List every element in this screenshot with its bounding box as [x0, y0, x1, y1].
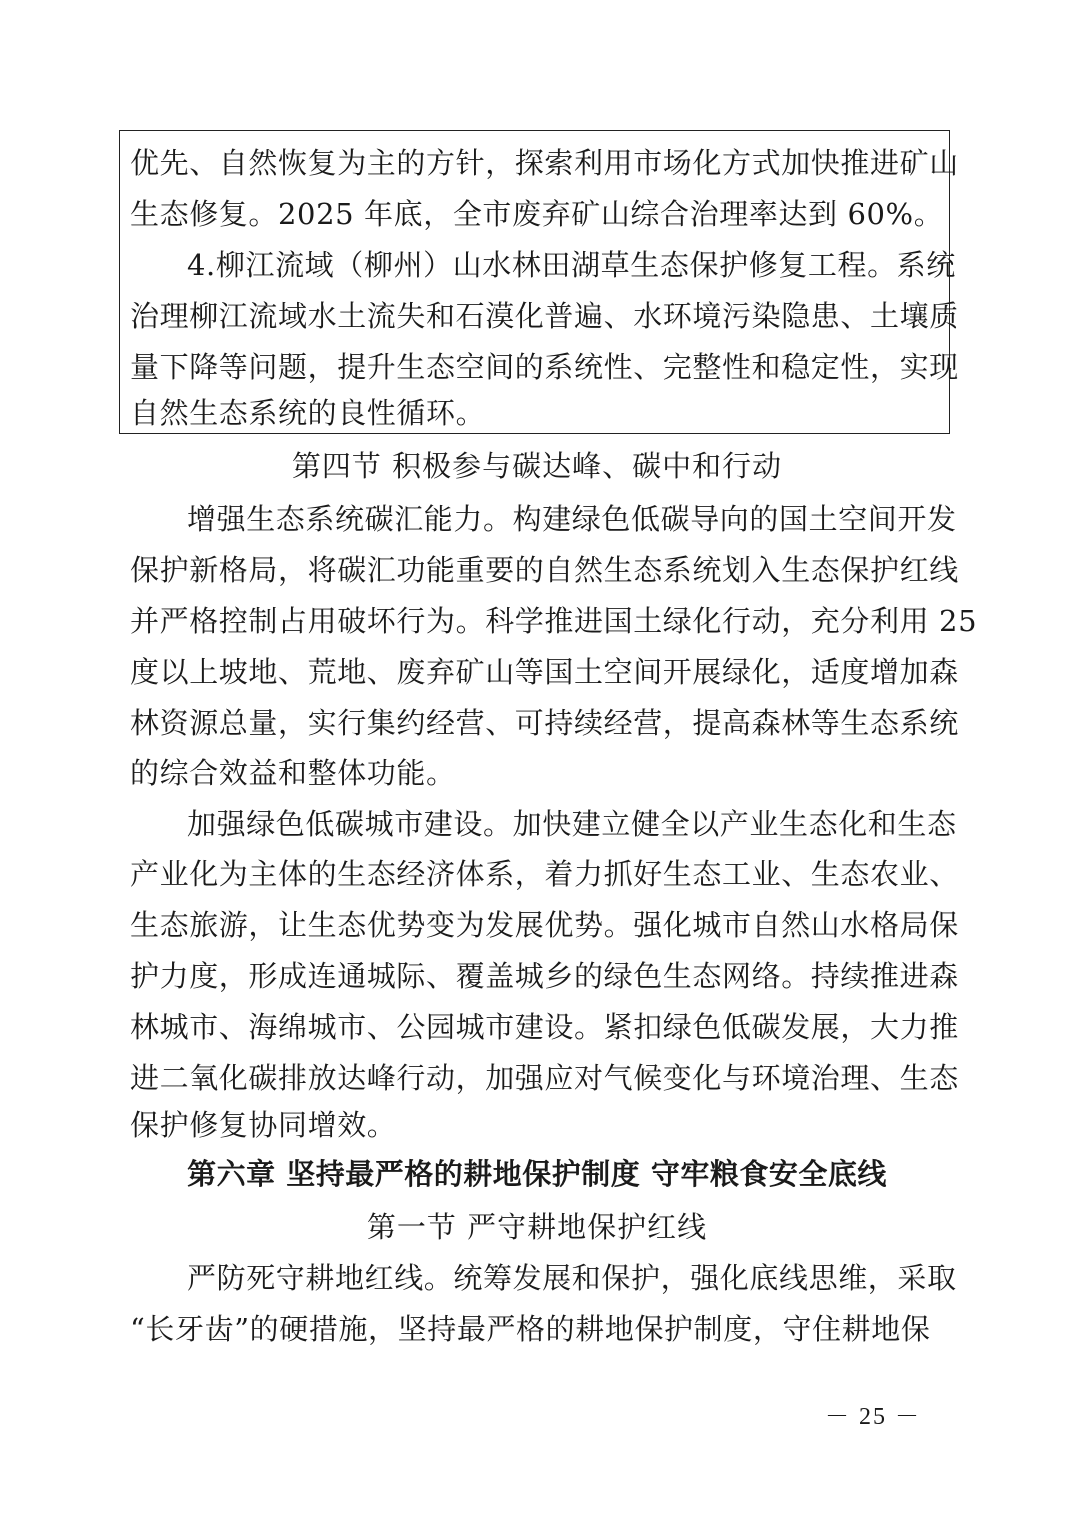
section-heading-1: 第一节 严守耕地保护红线 [366, 1210, 708, 1244]
box-line-2: 生态修复。2025 年底，全市废弃矿山综合治理率达到 60%。 [130, 197, 944, 231]
para2-line-2: 产业化为主体的生态经济体系，着力抓好生态工业、生态农业、 [130, 857, 959, 891]
para2-line-7: 保护修复协同增效。 [130, 1108, 397, 1142]
box-line-4: 治理柳江流域水土流失和石漠化普遍、水环境污染隐患、土壤质 [130, 299, 959, 333]
para2-line-3: 生态旅游，让生态优势变为发展优势。强化城市自然山水格局保 [130, 908, 959, 942]
para2-line-5: 林城市、海绵城市、公园城市建设。紧扣绿色低碳发展，大力推 [130, 1010, 959, 1044]
para2-line-1: 加强绿色低碳城市建设。加快建立健全以产业生态化和生态 [187, 807, 957, 841]
para1-line-1: 增强生态系统碳汇能力。构建绿色低碳导向的国土空间开发 [187, 502, 957, 536]
para2-line-4: 护力度，形成连通城际、覆盖城乡的绿色生态网络。持续推进森 [130, 959, 959, 993]
box-line-3: 4.柳江流域（柳州）山水林田湖草生态保护修复工程。系统 [187, 248, 956, 282]
box-line-5: 量下降等问题，提升生态空间的系统性、完整性和稳定性，实现 [130, 350, 959, 384]
para1-line-6: 的综合效益和整体功能。 [130, 756, 456, 790]
para3-line-2: “长牙齿”的硬措施，坚持最严格的耕地保护制度，守住耕地保 [130, 1312, 931, 1346]
para1-line-3: 并严格控制占用破坏行为。科学推进国土绿化行动，充分利用 25 [130, 604, 978, 638]
section-heading-4: 第四节 积极参与碳达峰、碳中和行动 [291, 449, 783, 483]
para1-line-5: 林资源总量，实行集约经营、可持续经营，提高森林等生态系统 [130, 706, 959, 740]
para2-line-6: 进二氧化碳排放达峰行动，加强应对气候变化与环境治理、生态 [130, 1061, 959, 1095]
para3-line-1: 严防死守耕地红线。统筹发展和保护，强化底线思维，采取 [187, 1261, 957, 1295]
para1-line-2: 保护新格局，将碳汇功能重要的自然生态系统划入生态保护红线 [130, 553, 959, 587]
chapter-heading-6: 第六章 坚持最严格的耕地保护制度 守牢粮食安全底线 [187, 1157, 887, 1191]
box-line-6: 自然生态系统的良性循环。 [130, 396, 486, 430]
para1-line-4: 度以上坡地、荒地、废弃矿山等国土空间开展绿化，适度增加森 [130, 655, 959, 689]
page-number: － 25 － [825, 1404, 921, 1430]
box-line-1: 优先、自然恢复为主的方针，探索利用市场化方式加快推进矿山 [130, 146, 959, 180]
